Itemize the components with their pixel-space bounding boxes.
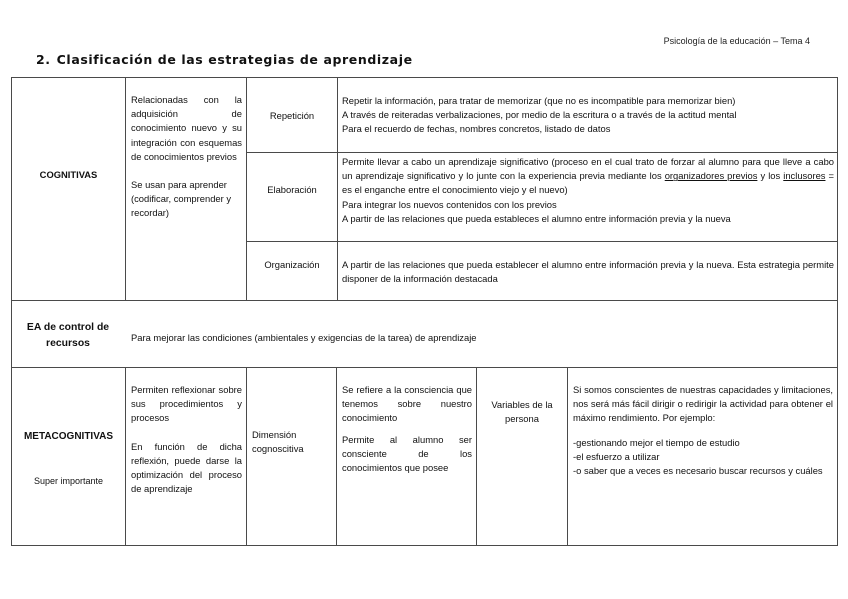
- cognitivas-description: [131, 93, 242, 221]
- metacognitivas-sublabel: Super importante: [33, 476, 104, 486]
- table-border: [337, 77, 338, 301]
- metacognitivas-description-2: En función de dicha reflexión, puede darse la optimización del proceso de aprendizaje: [131, 440, 242, 495]
- elaboracion-text-1: Permite llevar a cabo un aprendizaje significativo (proceso en el cual trato de forzar al alumno para que lleve a cabo un aprendizaje significativo y lo junte con la experiencia previa mediante los: [342, 156, 834, 182]
- cognitivas-description-2: Se usan para aprender (codificar, comprender y recordar): [131, 179, 232, 219]
- elaboracion-line-1: [342, 155, 834, 198]
- table-border: [11, 367, 838, 368]
- table-border: [476, 367, 477, 546]
- elaboracion-label: Elaboración: [267, 184, 317, 195]
- elaboracion-text-3: = es el enganche entre el conocimiento viejo y el nuevo): [342, 170, 835, 196]
- control-recursos-description: Para mejorar las condiciones (ambientales y exigencias de la tarea) de aprendizaje: [131, 332, 477, 343]
- page-header: Psicología de la educación – Tema 4: [663, 36, 810, 46]
- dimension-cognoscitiva-label: Dimensión cognoscitiva: [252, 429, 304, 455]
- organizadores-previos-term: organizadores previos: [664, 170, 758, 182]
- elaboracion-line-3: A partir de las relaciones que pueda estableces el alumno entre información previa y la nueva: [342, 212, 731, 224]
- table-border: [11, 300, 838, 301]
- example-item: -el esfuerzo a utilizar: [573, 450, 660, 462]
- metacognitivas-description-1: Permiten reflexionar sobre sus procedimientos y procesos: [131, 384, 242, 424]
- repeticion-line-3: Para el recuerdo de fechas, nombres concretos, listado de datos: [342, 123, 611, 135]
- title-text: Clasificación de las estrategias de aprendizaje: [56, 52, 413, 67]
- elaboracion-text-2: y los: [760, 170, 781, 182]
- table-border: [336, 367, 337, 546]
- metacognitivas-description: [131, 383, 242, 496]
- dimension-cognoscitiva-description: [342, 383, 472, 475]
- organizacion-label: Organización: [264, 259, 320, 270]
- dimension-desc-2: Permite al alumno ser consciente de los conocimientos que posee: [342, 433, 472, 474]
- inclusores-term: inclusores: [783, 170, 826, 182]
- variables-desc: Si somos conscientes de nuestras capacidades y limitaciones, nos será más fácil dirigir o redirigir la actividad para obtener el máximo rendimiento. Por ejemplo:: [573, 384, 833, 424]
- control-recursos-label: EA de control de recursos: [26, 322, 110, 349]
- example-item: -o saber que a veces es necesario buscar recursos y cuáles: [573, 465, 823, 477]
- table-border: [11, 77, 838, 78]
- elaboracion-description: [342, 155, 834, 226]
- elaboracion-line-2: Para integrar los nuevos contenidos con los previos: [342, 198, 557, 210]
- table-border: [567, 367, 568, 546]
- table-border: [246, 241, 838, 242]
- repeticion-line-2: A través de reiteradas verbalizaciones, por medio de la escritura o a través de la actitud mental: [342, 109, 737, 121]
- table-border: [246, 152, 838, 153]
- title-number: 2.: [36, 52, 51, 67]
- organizacion-description: A partir de las relaciones que pueda establecer el alumno entre información previa y la nueva. Esta estrategia permite disponer de la información destacada: [342, 259, 834, 285]
- variables-persona-label: Variables de la persona: [491, 399, 553, 425]
- table-border: [125, 77, 126, 301]
- variables-persona-description: [573, 383, 833, 478]
- table-border: [125, 367, 126, 546]
- cognitivas-label: COGNITIVAS: [39, 169, 98, 180]
- metacognitivas-label: METACOGNITIVAS: [23, 431, 114, 442]
- table-border: [11, 545, 838, 546]
- repeticion-line-1: Repetir la información, para tratar de memorizar (que no es incompatible para memorizar bien): [342, 95, 736, 106]
- table-border: [246, 367, 247, 546]
- cognitivas-description-1: Relacionadas con la adquisición de conocimiento nuevo y su integración con esquemas de conocimientos previos: [131, 94, 242, 162]
- repeticion-description: [342, 94, 834, 137]
- repeticion-label: Repetición: [269, 110, 315, 121]
- example-item: -gestionando mejor el tiempo de estudio: [573, 436, 740, 448]
- table-border: [837, 77, 838, 546]
- dimension-desc-1: Se refiere a la consciencia que tenemos sobre nuestro conocimiento: [342, 384, 472, 424]
